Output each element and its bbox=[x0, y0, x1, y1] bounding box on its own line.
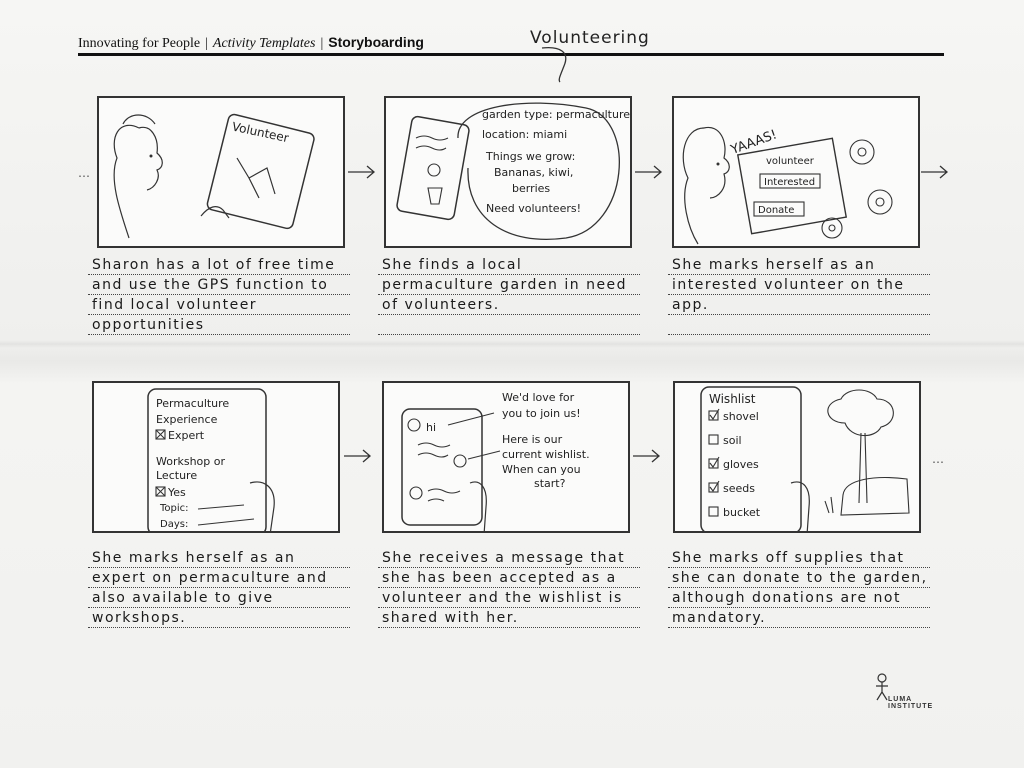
panel-5-line-2: We'd love for bbox=[502, 391, 575, 404]
panel-3-sketch bbox=[674, 98, 920, 248]
panel-2-sketch bbox=[386, 98, 632, 248]
panel-1-sketch bbox=[99, 98, 345, 248]
panel-2-line-1: garden type: permaculture bbox=[482, 108, 630, 121]
panel-6-frame bbox=[673, 381, 921, 533]
luma-logo-text: LUMA INSTITUTE bbox=[888, 696, 934, 710]
panel-5-line-3: you to join us! bbox=[502, 407, 581, 420]
panel-5-line-4: Here is our bbox=[502, 433, 563, 446]
panel-5-caption bbox=[378, 548, 640, 628]
panel-2-caption-text: She finds a local permaculture garden in need of volunteers. bbox=[382, 257, 628, 313]
panel-2-line-3: Things we grow: bbox=[486, 150, 576, 163]
panel-3-donate-button: Donate bbox=[758, 205, 795, 216]
panel-3-frame bbox=[672, 96, 920, 248]
topic-label: Storyboarding bbox=[328, 34, 424, 50]
arrow-5-6 bbox=[632, 448, 662, 464]
panel-5-caption-text: She receives a message that she has been accepted as a volunteer and the wishlist is shared with her. bbox=[382, 550, 626, 626]
panel-4-checkbox-expert: Expert bbox=[168, 429, 205, 442]
panel-6-sketch bbox=[675, 383, 921, 533]
panel-5-message-hi: hi bbox=[426, 421, 437, 434]
panel-4-line-5: Lecture bbox=[156, 469, 198, 482]
header-rule bbox=[78, 53, 944, 56]
header-breadcrumb: Innovating for People | Activity Templates | Storyboarding bbox=[78, 34, 424, 51]
panel-6-item-gloves: gloves bbox=[723, 458, 759, 471]
panel-6-item-bucket: bucket bbox=[723, 506, 761, 519]
panel-5-line-6: When can you bbox=[502, 463, 581, 476]
header bbox=[78, 28, 944, 58]
arrow-2-3 bbox=[634, 164, 664, 180]
panel-4-days-field: Days: bbox=[160, 519, 189, 530]
panel-6-item-soil: soil bbox=[723, 434, 742, 447]
arrow-3-next bbox=[920, 164, 950, 180]
panel-6-wishlist-title: Wishlist bbox=[709, 392, 756, 406]
panel-5-sketch bbox=[384, 383, 630, 533]
panel-3-volunteer-label: volunteer bbox=[766, 156, 814, 167]
panel-2-line-6: Need volunteers! bbox=[486, 202, 581, 215]
panel-3-exclaim: YAAAS! bbox=[728, 127, 780, 158]
panel-6-item-shovel: shovel bbox=[723, 410, 759, 423]
panel-2-caption bbox=[378, 255, 640, 335]
panel-3-caption bbox=[668, 255, 930, 335]
panel-4-topic-field: Topic: bbox=[160, 503, 189, 514]
trailing-dots: … bbox=[932, 452, 945, 466]
panel-4-line-1: Permaculture bbox=[156, 397, 230, 410]
panel-4-sketch bbox=[94, 383, 340, 533]
handwritten-title: Volunteering bbox=[530, 28, 650, 48]
panel-2-line-5: berries bbox=[512, 182, 551, 195]
panel-4-line-2: Experience bbox=[156, 413, 218, 426]
panel-2-frame bbox=[384, 96, 632, 248]
leading-dots: … bbox=[78, 166, 91, 180]
panel-4-line-4: Workshop or bbox=[156, 455, 226, 468]
section-label: Activity Templates bbox=[212, 36, 316, 51]
panel-6-caption bbox=[668, 548, 930, 628]
panel-5-line-5: current wishlist. bbox=[502, 448, 590, 461]
panel-6-item-seeds: seeds bbox=[723, 482, 755, 495]
title-underline-curl bbox=[540, 44, 580, 84]
panel-3-caption-text: She marks herself as an interested volunteer on the app. bbox=[672, 257, 905, 313]
panel-1-app-title: Volunteer bbox=[230, 119, 291, 146]
panel-4-caption-text: She marks herself as an expert on permaculture and also available to give workshops. bbox=[92, 550, 328, 626]
panel-5-line-7: start? bbox=[534, 477, 566, 490]
luma-logo bbox=[872, 672, 952, 712]
arrow-1-2 bbox=[347, 164, 377, 180]
panel-5-frame bbox=[382, 381, 630, 533]
panel-4-caption bbox=[88, 548, 350, 628]
panel-1-caption bbox=[88, 255, 350, 335]
brand-label: Innovating for People bbox=[78, 36, 201, 51]
arrow-4-5 bbox=[343, 448, 373, 464]
panel-2-line-4: Bananas, kiwi, bbox=[494, 166, 574, 179]
panel-4-checkbox-yes: Yes bbox=[168, 486, 186, 499]
panel-3-interested-button: Interested bbox=[764, 177, 816, 188]
panel-6-caption-text: She marks off supplies that she can donate to the garden, although donations are not mandatory. bbox=[672, 550, 928, 626]
panel-1-caption-text: Sharon has a lot of free time and use the GPS function to find local volunteer opportunities bbox=[92, 257, 336, 333]
panel-2-line-2: location: miami bbox=[482, 128, 568, 141]
paper-fold bbox=[0, 340, 1024, 348]
panel-1-frame bbox=[97, 96, 345, 248]
panel-4-frame bbox=[92, 381, 340, 533]
